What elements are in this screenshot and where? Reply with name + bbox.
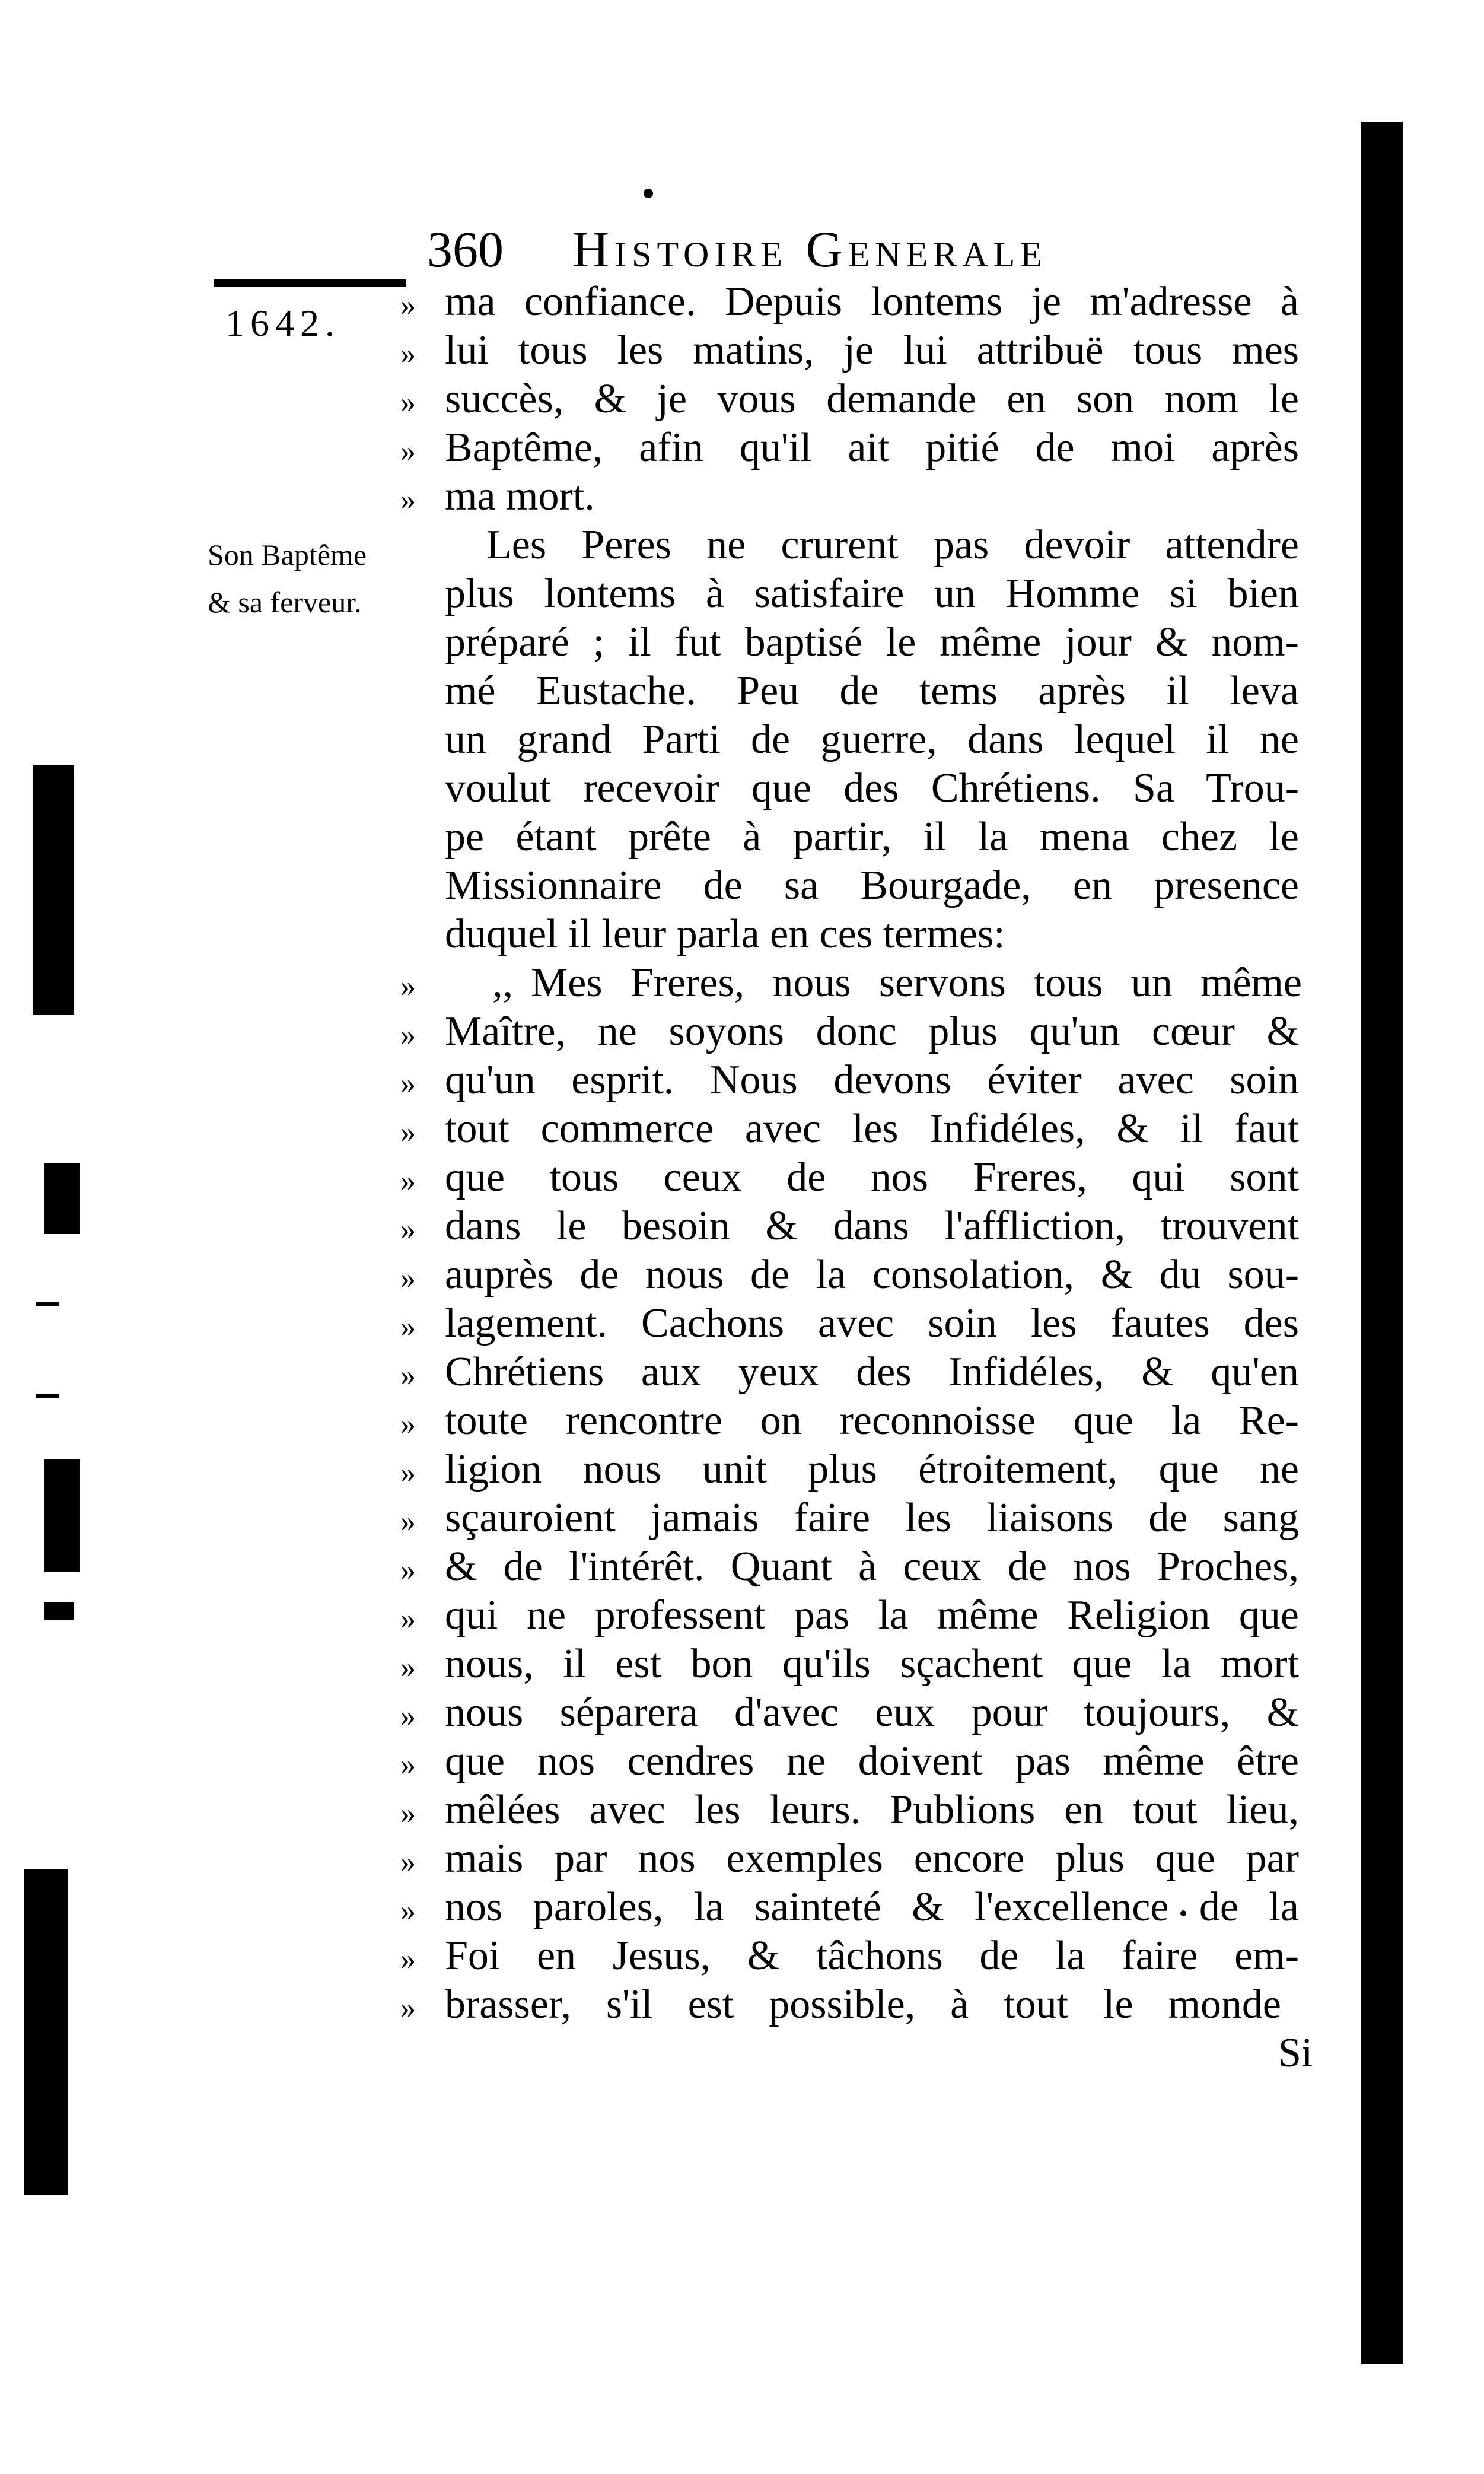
line-text: plus lontems à satisfaire un Homme si bien — [445, 571, 1299, 616]
line-text: duquel il leur parla en ces termes: — [445, 911, 1005, 957]
line-text: Foi en Jesus, & tâchons de la faire em- — [445, 1933, 1299, 1979]
page-edge-left-1 — [33, 765, 74, 1015]
quote-mark: » — [400, 1796, 416, 1830]
header-rule — [214, 279, 406, 287]
quote-mark: » — [400, 1505, 416, 1538]
quote-mark: » — [400, 434, 416, 468]
page-number: 360 — [427, 221, 504, 278]
quote-mark: » — [400, 1651, 416, 1684]
quote-mark: » — [400, 1748, 416, 1782]
line-text: ma confiance. Depuis lontems je m'adresse à — [445, 279, 1299, 325]
quote-mark: » — [400, 1699, 416, 1733]
page-edge-left-3 — [44, 1459, 80, 1572]
opening-quote: ,, — [492, 960, 513, 1006]
line-text: voulut recevoir que des Chrétiens. Sa Trou- — [445, 765, 1299, 811]
line-text: lui tous les matins, je lui attribuë tous mes — [445, 327, 1299, 373]
line-text: que nos cendres ne doivent pas même être — [445, 1738, 1299, 1784]
line-text: brasser, s'il est possible, à tout le monde — [445, 1982, 1281, 2027]
line-text: Missionnaire de sa Bourgade, en presence — [445, 863, 1299, 908]
line-text: tout commerce avec les Infidéles, & il faut — [445, 1106, 1299, 1152]
line-text: toute rencontre on reconnoisse que la Re- — [445, 1398, 1299, 1443]
page-edge-left-2 — [44, 1163, 80, 1234]
quote-mark: » — [400, 1602, 416, 1636]
catchword: Si — [1278, 2030, 1313, 2076]
quote-mark: » — [400, 1845, 416, 1879]
quote-mark: » — [400, 1553, 416, 1587]
line-text: Mes Freres, nous servons tous un même — [531, 960, 1302, 1006]
quote-mark: » — [400, 1942, 416, 1976]
line-text: préparé ; il fut baptisé le même jour & nom- — [445, 619, 1299, 665]
page-edge-left-thin — [36, 1302, 59, 1306]
quote-mark: » — [400, 1067, 416, 1101]
line-text: succès, & je vous demande en son nom le — [445, 376, 1299, 422]
line-text: qu'un esprit. Nous devons éviter avec soin — [445, 1057, 1299, 1103]
line-text: un grand Parti de guerre, dans lequel il ne — [445, 717, 1299, 762]
line-text: nous séparera d'avec eux pour toujours, & — [445, 1690, 1299, 1735]
quote-mark: » — [400, 1115, 416, 1149]
page-edge-left-4 — [44, 1602, 74, 1620]
quote-mark: » — [400, 337, 416, 371]
page-edge-left-5 — [24, 1869, 68, 2195]
line-text: qui ne professent pas la même Religion que — [445, 1592, 1299, 1638]
speck — [644, 189, 653, 198]
quote-mark: » — [400, 1310, 416, 1344]
page-edge-right — [1361, 122, 1403, 2364]
line-text: pe étant prête à partir, il la mena chez le — [445, 814, 1299, 860]
quote-mark: » — [400, 1018, 416, 1052]
line-text: ligion nous unit plus étroitement, que ne — [445, 1446, 1299, 1492]
quote-mark: » — [400, 1261, 416, 1295]
margin-note-line: Son Baptême — [208, 538, 367, 571]
margin-note — [208, 531, 367, 626]
line-text: Les Peres ne crurent pas devoir attendre — [486, 522, 1299, 568]
line-text: dans le besoin & dans l'affliction, trouvent — [445, 1203, 1299, 1249]
line-text: mêlées avec les leurs. Publions en tout lieu, — [445, 1787, 1299, 1833]
line-text: Baptême, afin qu'il ait pitié de moi après — [445, 425, 1299, 470]
quote-mark: » — [400, 1456, 416, 1490]
line-text: nous, il est bon qu'ils sçachent que la mort — [445, 1641, 1299, 1687]
line-text: & de l'intérêt. Quant à ceux de nos Proches, — [445, 1544, 1299, 1589]
quote-mark: » — [400, 1213, 416, 1246]
quote-mark: » — [400, 1991, 416, 2025]
quote-mark: » — [400, 1894, 416, 1928]
line-text: ma mort. — [445, 473, 595, 519]
quote-mark: » — [400, 969, 416, 1003]
line-text: sçauroient jamais faire les liaisons de sang — [445, 1495, 1299, 1541]
line-text: que tous ceux de nos Freres, qui sont — [445, 1155, 1299, 1200]
line-text: lagement. Cachons avec soin les fautes des — [445, 1300, 1299, 1346]
quote-mark: » — [400, 386, 416, 419]
line-text: mé Eustache. Peu de tems après il leva — [445, 668, 1299, 714]
line-text: nos paroles, la sainteté & l'excellence de la — [445, 1884, 1299, 1930]
quote-mark: » — [400, 1407, 416, 1441]
page-edge-left-thin2 — [36, 1394, 59, 1398]
line-text: Maître, ne soyons donc plus qu'un cœur & — [445, 1009, 1299, 1054]
margin-note-line: & sa ferveur. — [208, 586, 362, 619]
quote-mark: » — [400, 1359, 416, 1392]
quote-mark: » — [400, 1164, 416, 1198]
quote-mark: » — [400, 483, 416, 517]
year-margin: 1642. — [225, 302, 340, 344]
line-text: mais par nos exemples encore plus que par — [445, 1836, 1299, 1881]
running-head: Histoire Generale — [572, 221, 1047, 278]
quote-mark: » — [400, 288, 416, 322]
line-text: auprès de nous de la consolation, & du sou- — [445, 1252, 1299, 1298]
line-text: Chrétiens aux yeux des Infidéles, & qu'en — [445, 1349, 1299, 1395]
